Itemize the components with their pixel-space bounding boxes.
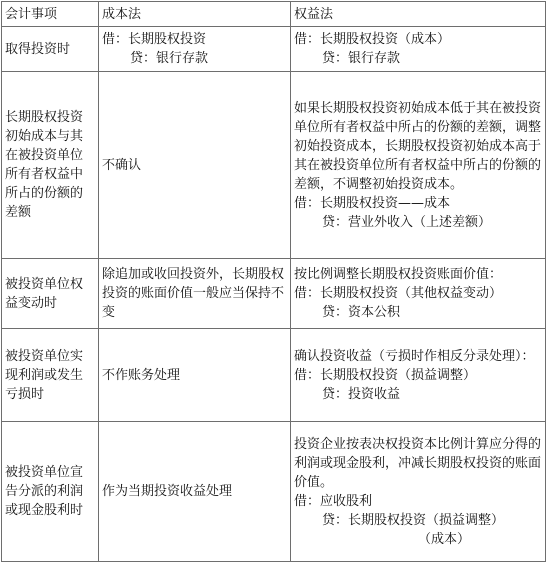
- entry-line: （成本）: [418, 531, 471, 547]
- equity-method-cell: [291, 259, 546, 329]
- entry-line: 按比例调整长期股权投资账面价值：: [294, 267, 503, 282]
- cost-method-cell: [99, 259, 291, 329]
- entry-line: 贷：银行存款: [130, 51, 209, 66]
- entry-line: 贷：长期股权投资（损益调整）: [322, 512, 505, 528]
- cost-method-cell: [99, 27, 291, 72]
- equity-method-cell: [291, 27, 546, 72]
- entry-line: 不作账务处理: [102, 367, 181, 383]
- entry-line: 借：长期股权投资（损益调整）: [294, 367, 477, 383]
- header-row: [2, 2, 546, 27]
- entry-line: 贷：营业外收入（上述差额）: [322, 214, 492, 230]
- entry-line: 贷：投资收益: [322, 386, 401, 402]
- cost-method-cell: [99, 422, 291, 562]
- item-cell: 被投资单位宣告分派的利润或现金股利时: [2, 422, 99, 562]
- item-cell: 被投资单位权益变动时: [2, 259, 99, 329]
- item-cell: 取得投资时: [2, 27, 99, 72]
- cost-method-cell: [99, 329, 291, 422]
- table-row: [2, 422, 546, 562]
- entry-line: 借：长期股权投资（成本）: [294, 32, 451, 47]
- accounting-comparison-table: [1, 1, 546, 562]
- entry-line: 投资企业按表决权投资本比例计算应分得的利润或现金股利，冲减长期股权投资的账面价值。: [294, 436, 542, 490]
- table-row: [2, 27, 546, 72]
- header-item: 会计事项: [2, 2, 99, 27]
- table-row: [2, 329, 546, 422]
- entry-line: 借：长期股权投资（其他权益变动）: [294, 286, 503, 301]
- equity-method-cell: [291, 422, 546, 562]
- entry-line: 除追加或收回投资外，长期股权投资的账面价值一般应当保持不变: [102, 267, 285, 320]
- entry-line: 借：应收股利: [294, 493, 373, 509]
- entry-line: 借：长期股权投资——成本: [294, 195, 451, 211]
- entry-line: 贷：银行存款: [322, 51, 401, 66]
- equity-method-cell: [291, 72, 546, 259]
- entry-line: 确认投资收益（亏损时作相反分录处理）：: [294, 348, 535, 364]
- item-cell: 被投资单位实现利润或发生亏损时: [2, 329, 99, 422]
- header-cost-method: 成本法: [99, 2, 291, 27]
- equity-method-cell: [291, 329, 546, 422]
- entry-line: 贷：资本公积: [322, 305, 401, 320]
- header-equity-method: 权益法: [291, 2, 546, 27]
- table-row: [2, 259, 546, 329]
- entry-line: 如果长期股权投资初始成本低于其在被投资单位所有者权益中所占的份额的差额，调整初始投资成本，长期股权投资初始成本高于其在被投资单位所有者权益中所占的份额的差额，不调整初始投资成本。: [294, 100, 542, 192]
- entry-line: 借：长期股权投资: [102, 32, 207, 47]
- entry-line: 作为当期投资收益处理: [102, 484, 233, 499]
- cost-method-cell: [99, 72, 291, 259]
- item-cell: 长期股权投资初始成本与其在被投资单位所有者权益中所占的份额的差额: [2, 72, 99, 259]
- table-row: [2, 72, 546, 259]
- entry-line: 不确认: [102, 157, 142, 173]
